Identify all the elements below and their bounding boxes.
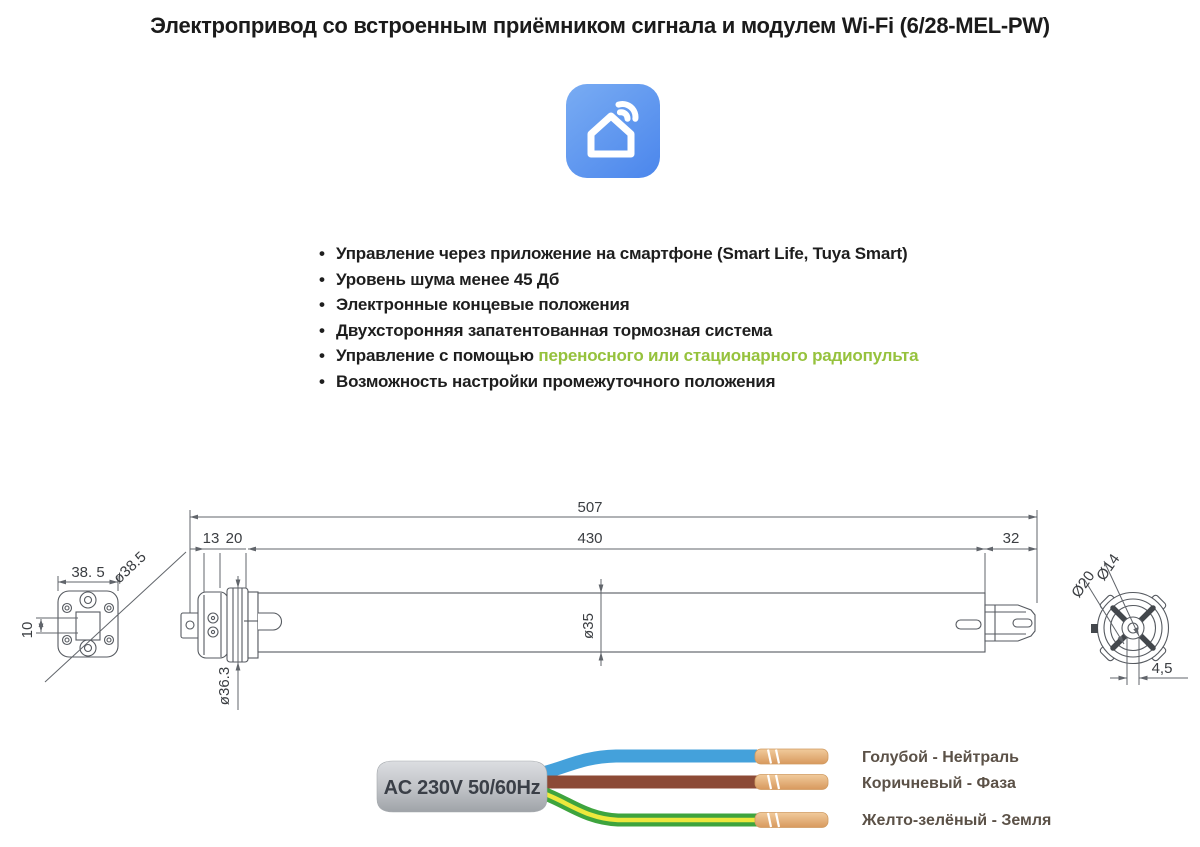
ferrule-earth	[755, 813, 828, 828]
feature-text: Уровень шума менее 45 Дб	[336, 269, 560, 289]
features-list	[318, 241, 918, 395]
app-icon	[566, 84, 660, 178]
ferrule-phase	[755, 775, 828, 790]
feature-text: Электронные концевые положения	[336, 295, 630, 315]
feature-item	[318, 343, 918, 369]
ferrule-neutral	[755, 749, 828, 764]
wire-label-phase: Коричневый - Фаза	[862, 775, 1016, 792]
page-title: Электропривод со встроенным приёмником сигнала и модулем Wi-Fi (6/28-MEL-PW)	[150, 13, 1050, 38]
dim-tube-diameter-label: ø35	[580, 613, 597, 639]
dim-crown-width-label: 20	[225, 530, 243, 547]
wiring-diagram	[0, 717, 1200, 847]
wire-label-neutral: Голубой - Нейтраль	[862, 749, 1020, 766]
feature-item	[318, 318, 918, 344]
house-outline	[591, 116, 631, 154]
wire-neutral-blue	[520, 756, 757, 777]
copper-ferrules	[755, 749, 828, 828]
dim-shaft-slot-width-label: 4,5	[1151, 660, 1173, 677]
motor-tube	[258, 593, 985, 652]
dim-total-length-label: 507	[577, 499, 603, 516]
dim-shaft-length-label: 32	[1002, 530, 1020, 547]
antenna-tab	[258, 613, 282, 630]
smart-home-house-icon	[566, 84, 660, 178]
dim-bracket-width-label: 38. 5	[71, 564, 105, 581]
wire-label-earth: Желто-зелёный - Земля	[862, 812, 1052, 829]
wire-earth-green	[520, 788, 757, 820]
dim-bracket-diagonal-label: ø38.5	[110, 548, 150, 588]
feature-text: Управление через приложение на смартфоне (Smart Life, Tuya Smart)	[336, 244, 908, 263]
feature-item	[318, 369, 918, 395]
dim-tube-length-label: 430	[577, 530, 603, 547]
dim-shaft-inner-diameter-label: Ø14	[1093, 550, 1124, 584]
dim-bracket-thickness-label: 10	[19, 621, 36, 639]
dim-head-width-label: 13	[202, 530, 220, 547]
feature-highlight-link[interactable]: переносного или стационарного радиопульта	[538, 346, 919, 366]
index-tab	[1091, 624, 1098, 633]
feature-text: Управление с помощью	[336, 346, 539, 366]
dim-crown-diameter-label: ø36.3	[216, 666, 233, 706]
feature-item	[318, 292, 918, 318]
feature-text: Возможность настройки промежуточного положения	[336, 371, 776, 391]
dim-shaft-outer-diameter-label: Ø20	[1068, 567, 1099, 601]
feature-item	[318, 241, 918, 267]
tech-drawing	[0, 485, 1200, 745]
feature-item	[318, 267, 918, 293]
end-view-right	[1068, 551, 1188, 685]
motor-side-view	[181, 588, 1035, 662]
cable-voltage-label: AC 230V 50/60Hz	[383, 777, 541, 799]
motor-head	[198, 592, 228, 658]
feature-text: Двухсторонняя запатентованная тормозная система	[336, 320, 773, 340]
